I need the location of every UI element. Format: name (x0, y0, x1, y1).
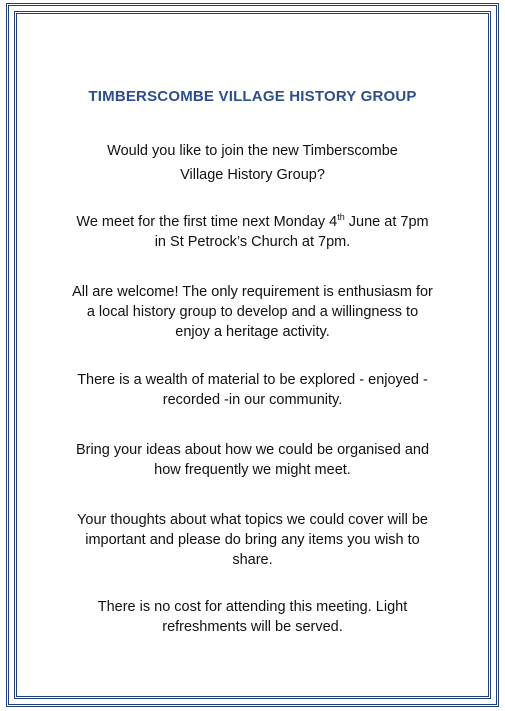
meeting-line-1-text: We meet for the first time next Monday 4 (76, 214, 338, 230)
ideas-line-1: Bring your ideas about how we could be organised and (75, 442, 430, 458)
paragraph-meeting-time (0, 212, 505, 252)
paragraph-topics (0, 510, 505, 570)
paragraph-welcome (0, 282, 505, 342)
meeting-line-1 (0, 212, 505, 232)
welcome-line-1: All are welcome! The only requirement is enthusiasm for (72, 284, 433, 300)
invitation-line-1: Would you like to join the new Timberscombe (107, 143, 398, 159)
paragraph-invitation (0, 139, 505, 187)
welcome-line-3: enjoy a heritage activity. (175, 324, 330, 340)
ordinal-suffix: th (337, 212, 345, 222)
welcome-line-2: a local history group to develop and a willingness to (86, 304, 419, 320)
invitation-line-2: Village History Group? (180, 167, 325, 183)
ideas-line-2: how frequently we might meet. (154, 462, 351, 478)
paragraph-ideas (0, 440, 505, 480)
paragraph-cost (0, 597, 505, 637)
material-line-1: There is a wealth of material to be explored - enjoyed - (77, 372, 428, 388)
cost-line-2: refreshments will be served. (162, 619, 343, 635)
topics-line-1: Your thoughts about what topics we could cover will be (77, 512, 428, 528)
topics-line-2: important and please do bring any items you wish to (85, 532, 420, 548)
cost-line-1: There is no cost for attending this meeting. Light (97, 599, 408, 615)
topics-line-3: share. (232, 552, 273, 568)
material-line-2: recorded -in our community. (162, 392, 343, 408)
paragraph-material (0, 370, 505, 410)
meeting-line-1-end: June at 7pm (344, 214, 429, 230)
meeting-line-2: in St Petrock’s Church at 7pm. (154, 234, 351, 250)
document-title: TIMBERSCOMBE VILLAGE HISTORY GROUP (88, 88, 417, 105)
